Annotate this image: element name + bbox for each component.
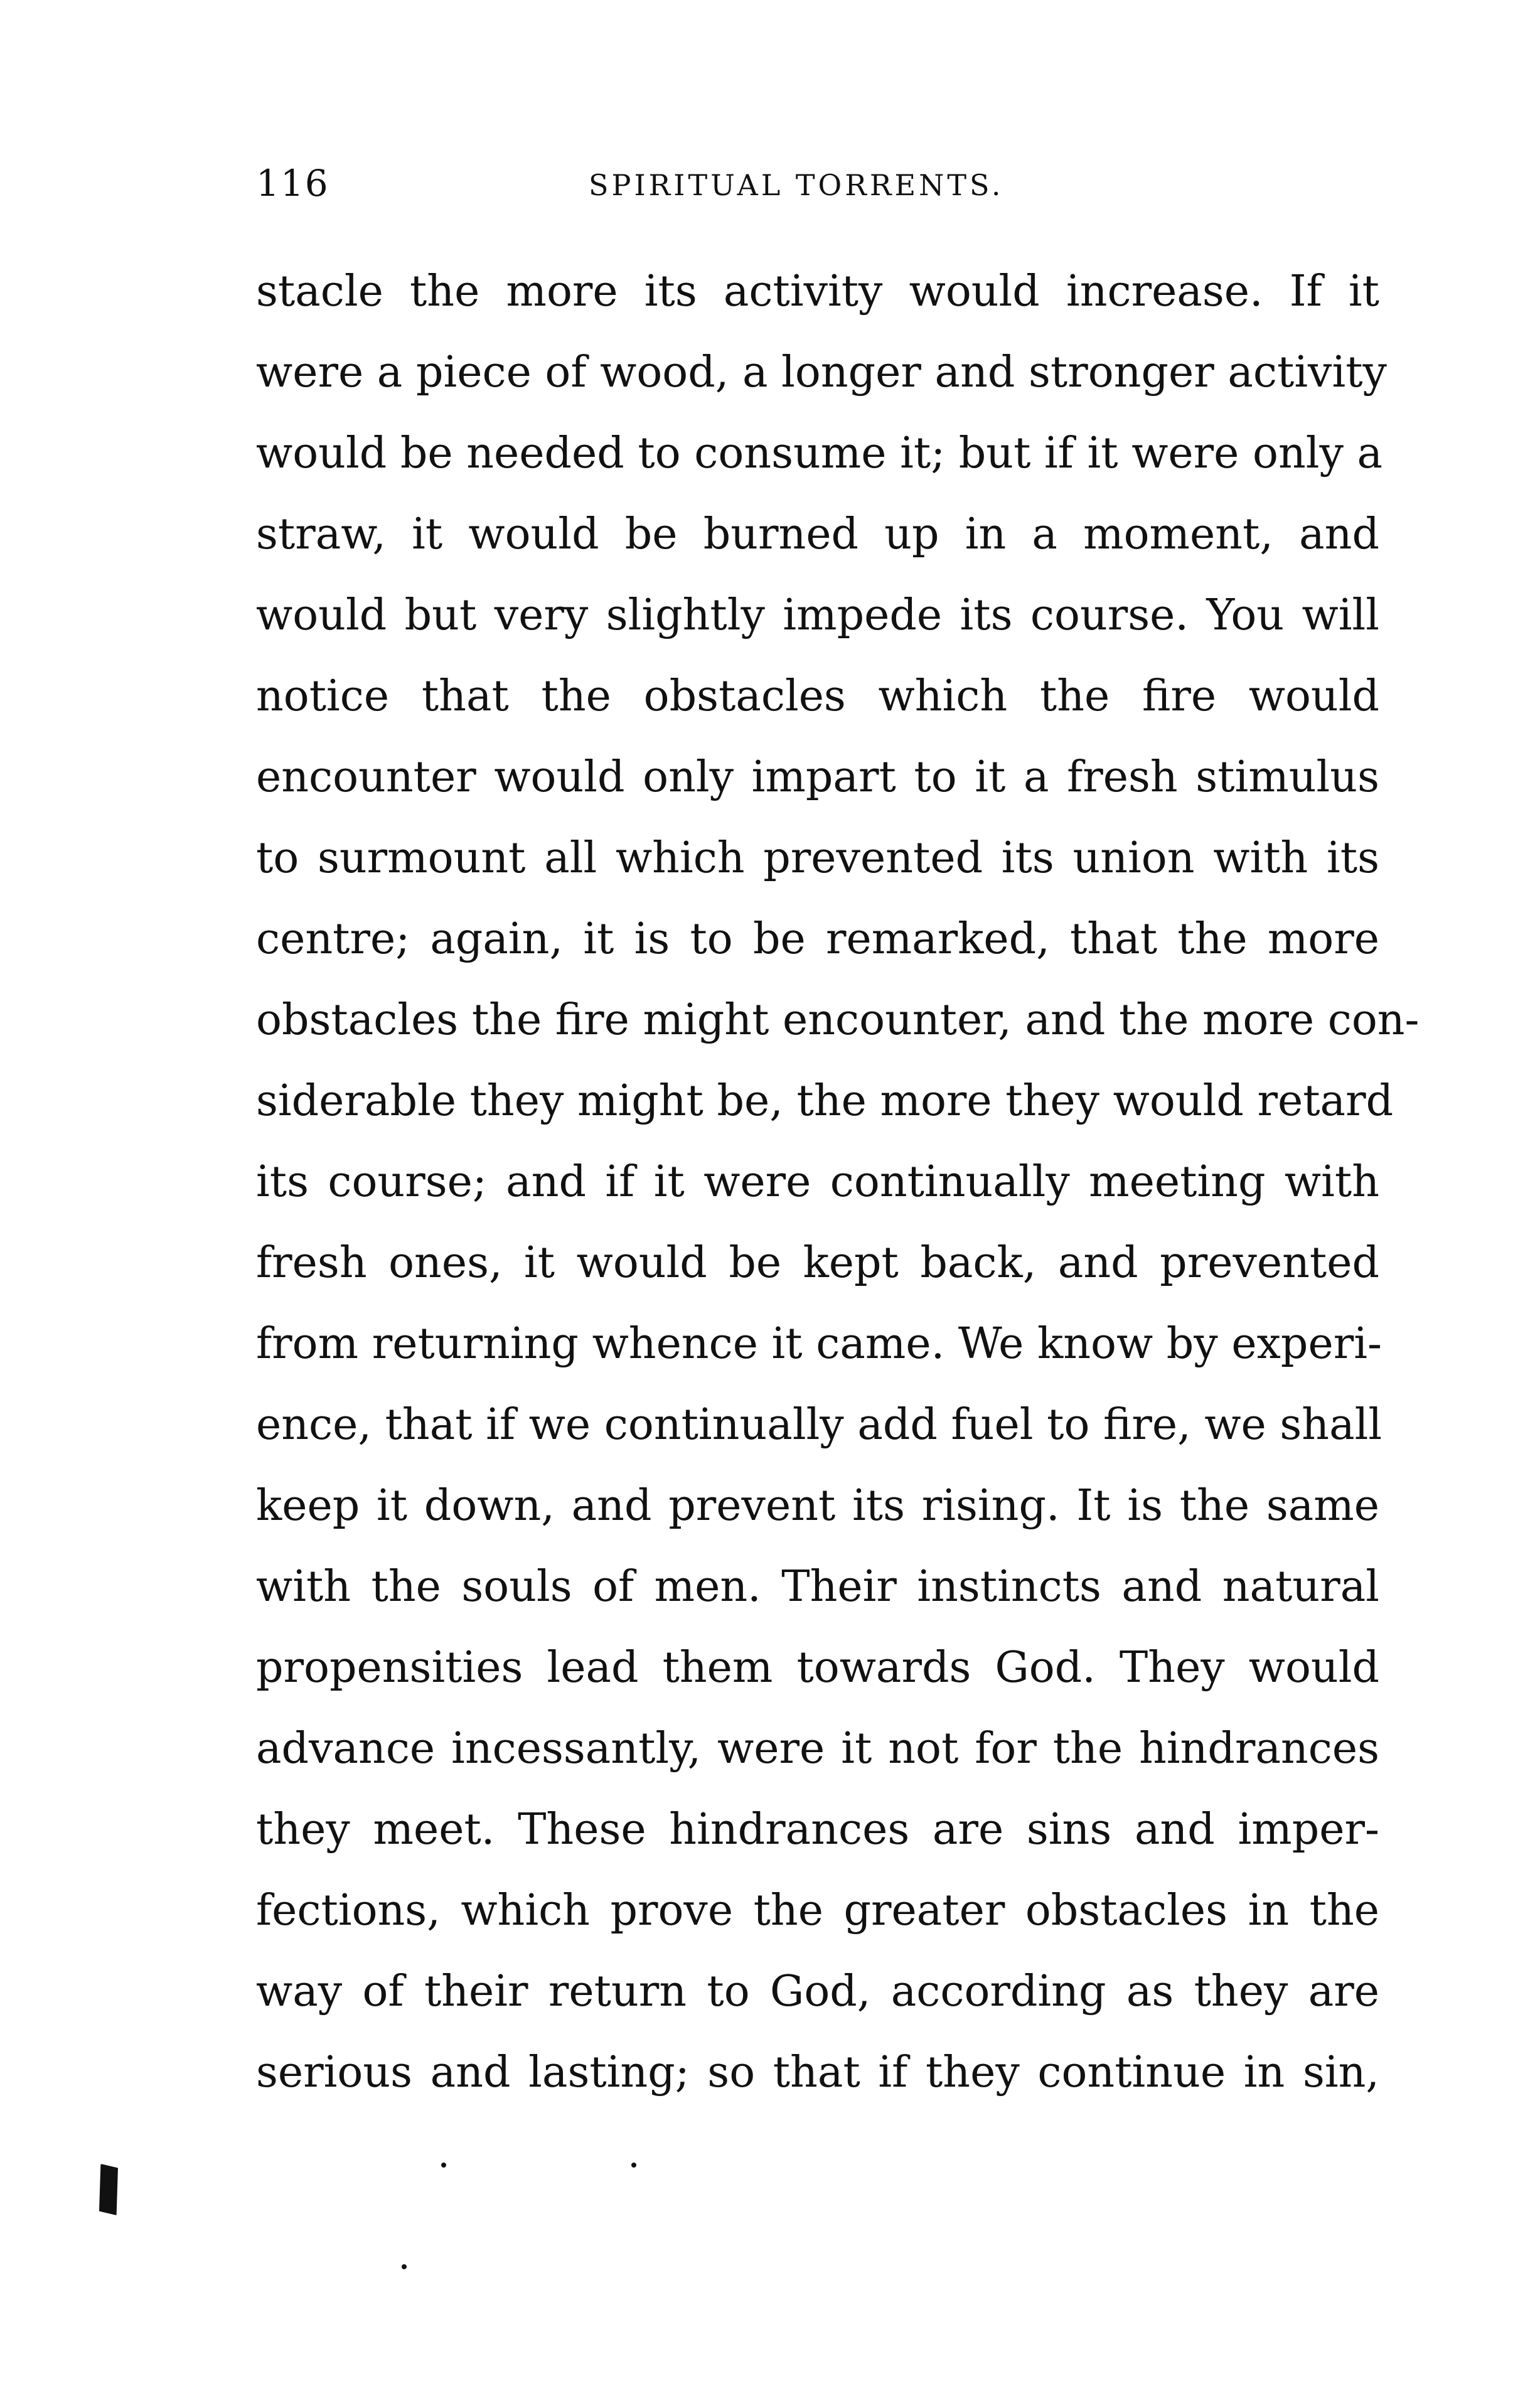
text-line: siderable they might be, the more they would retard bbox=[256, 1076, 1394, 1126]
scan-speck bbox=[441, 2163, 446, 2168]
text-line: centre; again, it is to be remarked, that the more bbox=[256, 914, 1379, 964]
text-line: stacle the more its activity would increase. If it bbox=[256, 267, 1379, 316]
text-line: serious and lasting; so that if they continue in sin, bbox=[256, 2048, 1379, 2097]
text-line: to surmount all which prevented its union with its bbox=[256, 833, 1379, 883]
text-line: they meet. These hindrances are sins and imper- bbox=[256, 1805, 1379, 1854]
text-line: fections, which prove the greater obstacles in the bbox=[256, 1886, 1379, 1935]
text-line: would be needed to consume it; but if it were only a bbox=[256, 429, 1383, 478]
scan-speck bbox=[402, 2264, 407, 2269]
page-header bbox=[256, 162, 1379, 212]
text-line: its course; and if it were continually meeting with bbox=[256, 1157, 1379, 1207]
text-line: would but very slightly impede its course. You will bbox=[256, 591, 1379, 640]
text-line: propensities lead them towards God. They would bbox=[256, 1643, 1379, 1693]
running-head: SPIRITUAL TORRENTS. bbox=[589, 168, 1004, 202]
text-line: were a piece of wood, a longer and stronger activity bbox=[256, 348, 1387, 397]
text-line: advance incessantly, were it not for the hindrances bbox=[256, 1724, 1379, 1773]
scan-margin-mark bbox=[99, 2164, 118, 2215]
text-line: ence, that if we continually add fuel to fire, we shall bbox=[256, 1400, 1382, 1450]
page-number: 116 bbox=[256, 162, 329, 205]
text-line: encounter would only impart to it a fresh stimulus bbox=[256, 752, 1379, 802]
text-line: straw, it would be burned up in a moment, and bbox=[256, 510, 1379, 559]
text-line: obstacles the fire might encounter, and the more con- bbox=[256, 995, 1420, 1045]
scan-speck bbox=[631, 2163, 636, 2168]
text-line: keep it down, and prevent its rising. It is the same bbox=[256, 1481, 1379, 1531]
text-line: fresh ones, it would be kept back, and prevented bbox=[256, 1238, 1379, 1288]
body-text bbox=[256, 251, 1420, 2113]
text-line: from returning whence it came. We know by experi- bbox=[256, 1319, 1382, 1369]
text-line: notice that the obstacles which the fire would bbox=[256, 671, 1379, 721]
text-line: way of their return to God, according as they are bbox=[256, 1967, 1379, 2016]
text-line: with the souls of men. Their instincts and natural bbox=[256, 1562, 1379, 1612]
